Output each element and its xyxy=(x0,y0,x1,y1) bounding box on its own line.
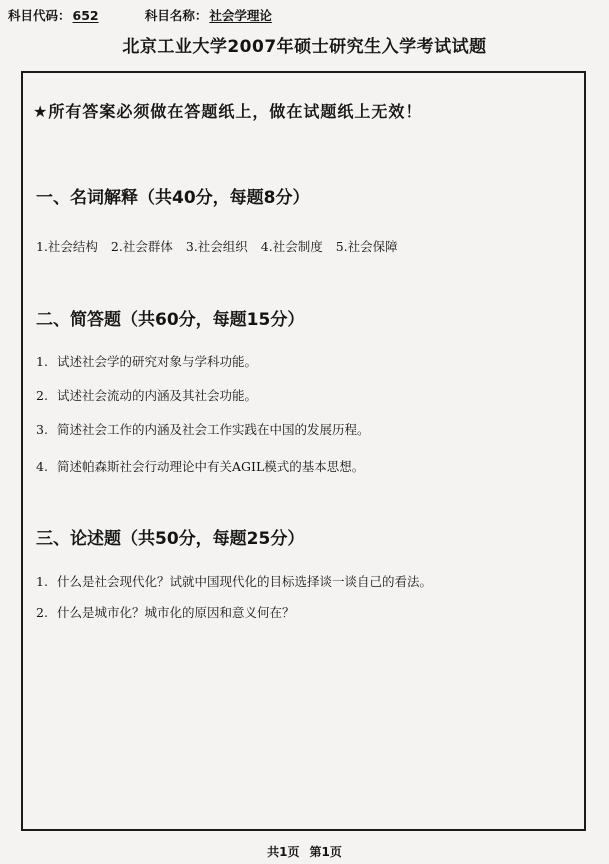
question-number: 2. xyxy=(36,605,48,620)
page-footer xyxy=(0,843,609,860)
terms-list xyxy=(36,237,407,255)
list-item xyxy=(36,352,257,370)
question-number: 3. xyxy=(36,422,48,437)
question-text: 试述社会流动的内涵及其社会功能。 xyxy=(57,388,258,403)
answer-notice: ★所有答案必须做在答题纸上，做在试题纸上无效！ xyxy=(33,102,423,121)
question-number: 1. xyxy=(36,574,48,589)
list-item: 5.社会保障 xyxy=(335,239,398,254)
subject-code-label: 科目代码： xyxy=(8,8,71,23)
question-text: 什么是社会现代化？试就中国现代化的目标选择谈一谈自己的看法。 xyxy=(57,574,433,589)
section-title-essay: 三、论述题（共50分，每题25分） xyxy=(36,529,305,549)
question-text: 简述社会工作的内涵及社会工作实践在中国的发展历程。 xyxy=(57,422,370,437)
list-item xyxy=(36,572,432,590)
list-item: 3.社会组织 xyxy=(185,239,248,254)
list-item: 4.社会制度 xyxy=(260,239,323,254)
list-item xyxy=(36,457,364,475)
list-item xyxy=(36,420,370,438)
exam-content-box xyxy=(21,71,586,831)
question-number: 2. xyxy=(36,388,48,403)
page-number: 第1页 xyxy=(309,845,342,859)
section-title-short-answer: 二、简答题（共60分，每题15分） xyxy=(36,310,305,330)
list-item xyxy=(36,386,257,404)
section-title-terms: 一、名词解释（共40分，每题8分） xyxy=(36,188,310,208)
question-number: 1. xyxy=(36,354,48,369)
subject-header xyxy=(8,6,272,24)
list-item: 2.社会群体 xyxy=(110,239,173,254)
page-total: 共1页 xyxy=(267,845,300,859)
question-text: 试述社会学的研究对象与学科功能。 xyxy=(57,354,258,369)
exam-title: 北京工业大学2007年硕士研究生入学考试试题 xyxy=(122,37,487,57)
question-text: 简述帕森斯社会行动理论中有关AGIL模式的基本思想。 xyxy=(57,459,365,474)
subject-code-value: 652 xyxy=(72,8,99,23)
list-item: 1.社会结构 xyxy=(36,239,98,254)
question-text: 什么是城市化？城市化的原因和意义何在？ xyxy=(57,605,295,620)
subject-name-value: 社会学理论 xyxy=(209,8,272,23)
list-item xyxy=(36,603,295,621)
question-number: 4. xyxy=(36,459,48,474)
subject-name-label: 科目名称： xyxy=(144,8,208,23)
